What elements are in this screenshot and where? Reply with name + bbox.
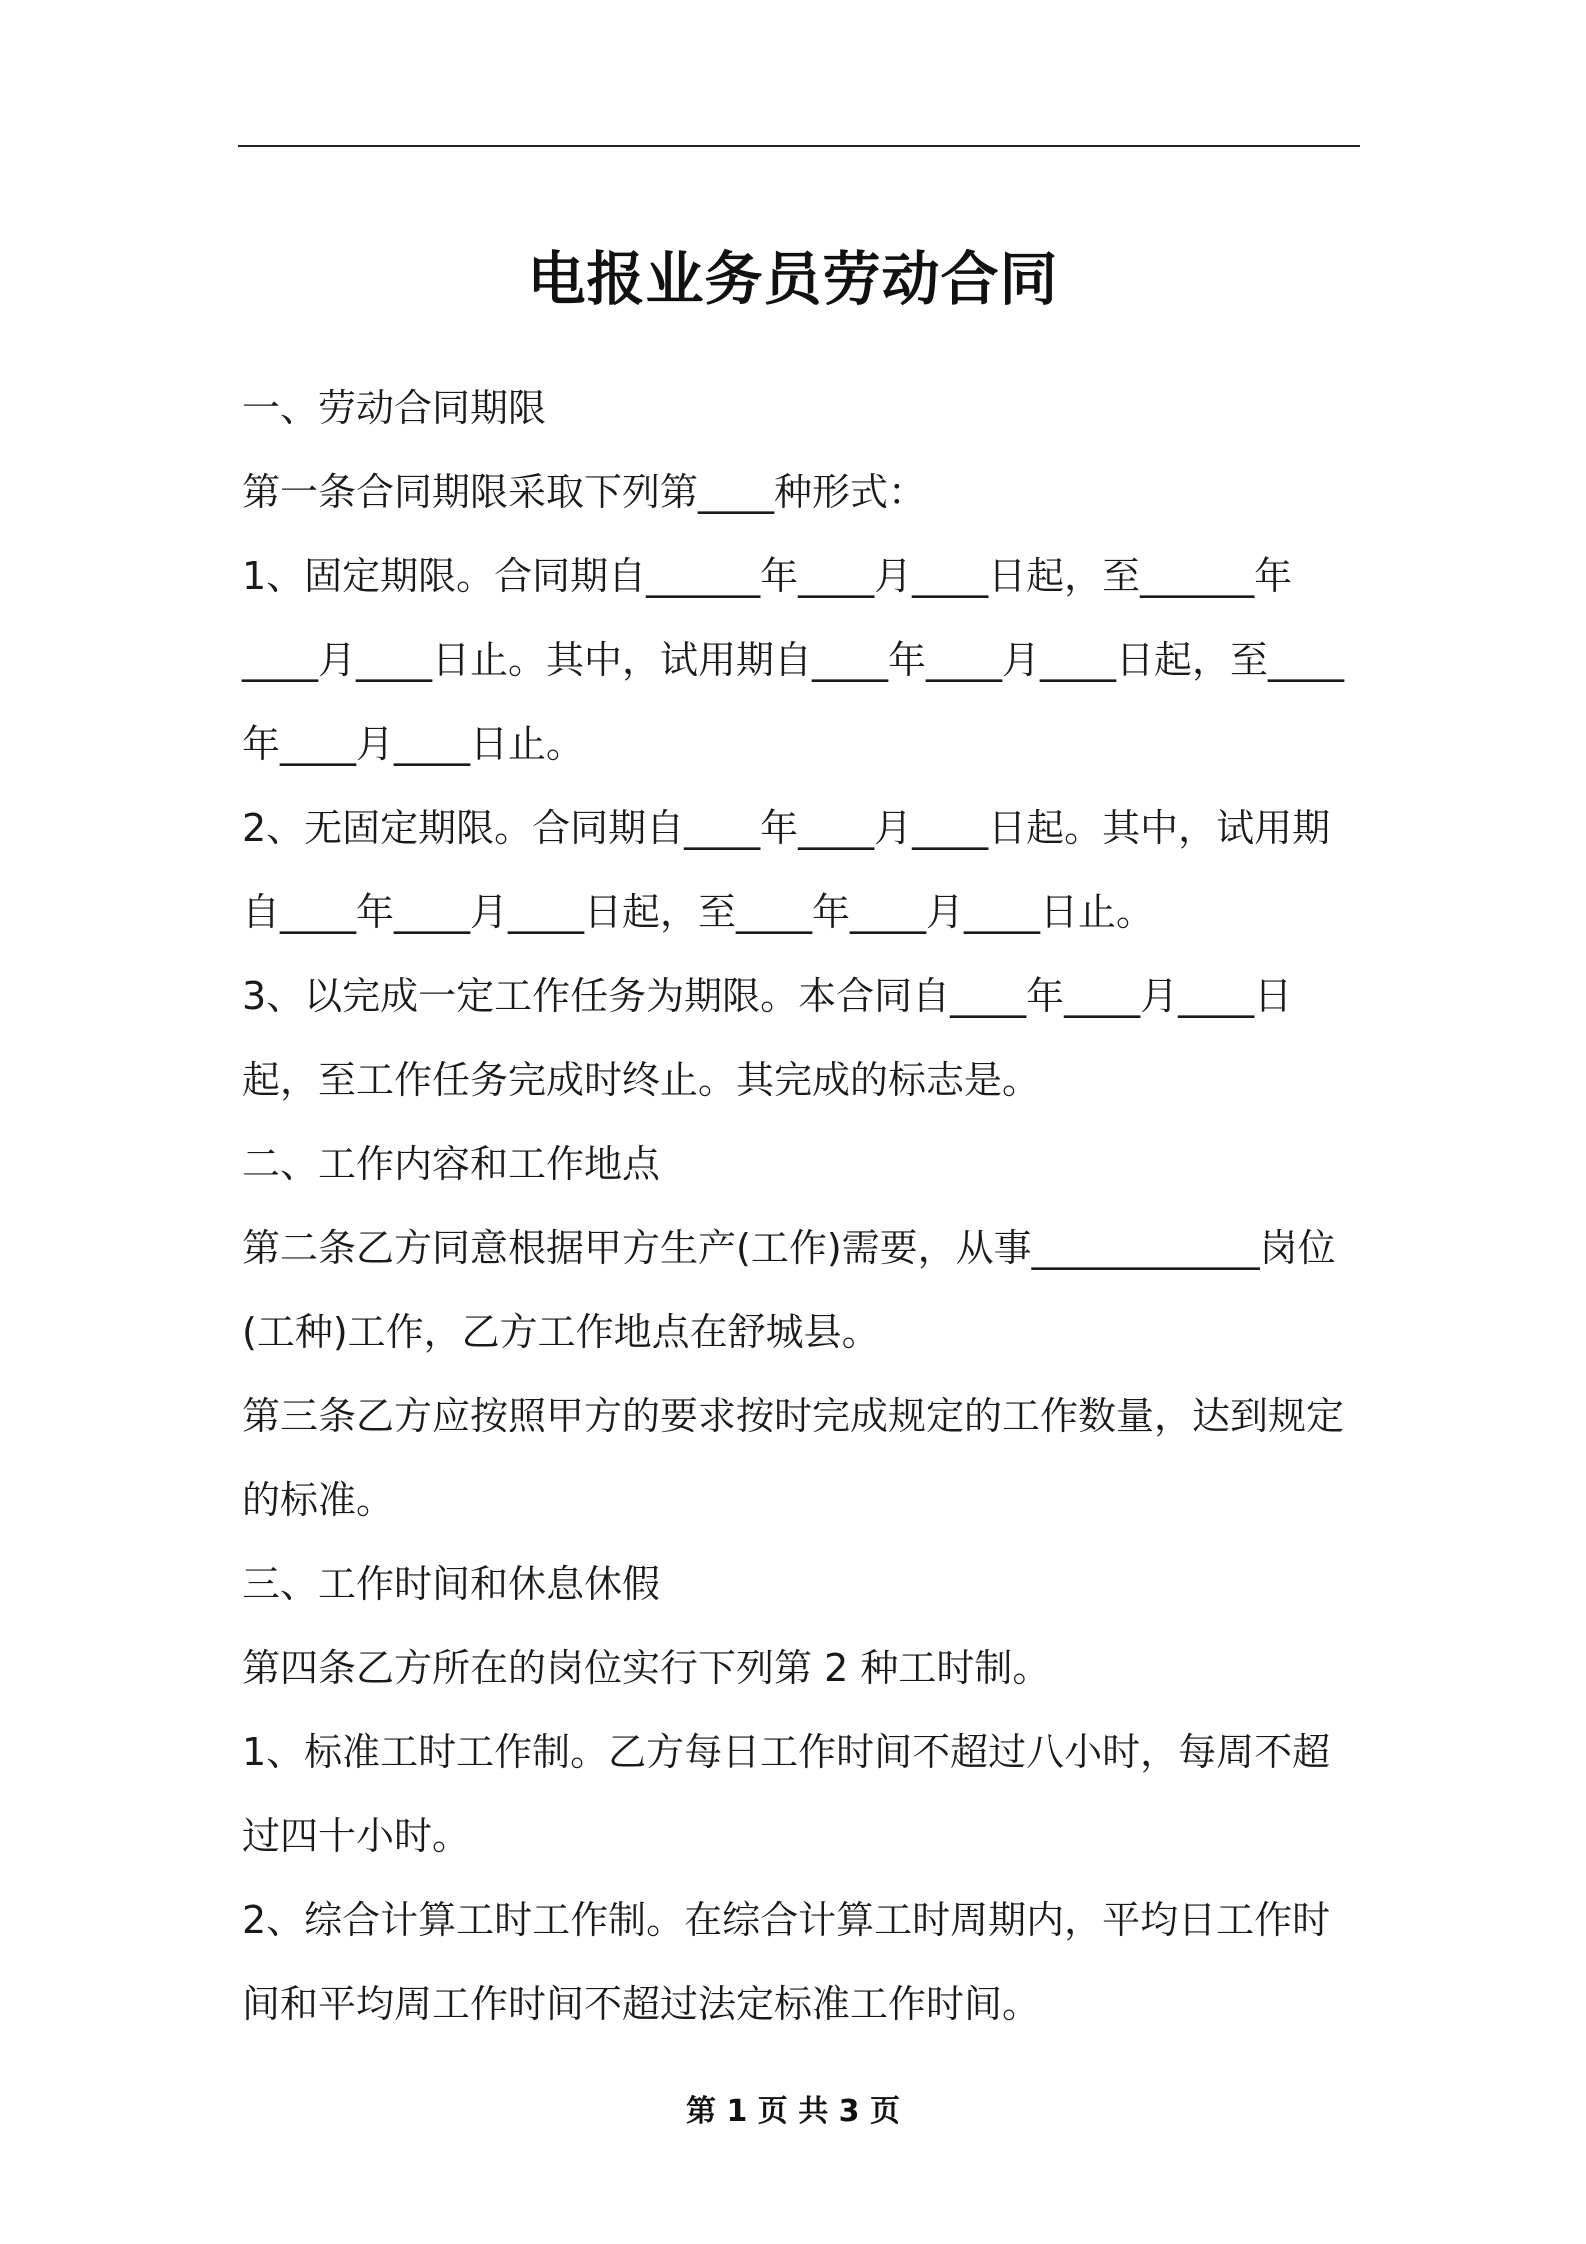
- section-heading-working-hours: 三、工作时间和休息休假: [242, 1562, 661, 1606]
- section-heading-work-content: 二、工作内容和工作地点: [242, 1142, 661, 1186]
- clause-3: 第三条乙方应按照甲方的要求按时完成规定的工作数量，达到规定的标准。: [242, 1394, 1345, 1522]
- document-title: 电报业务员劳动合同: [527, 244, 1059, 313]
- clause-4-option-standard: 1、标准工时工作制。乙方每日工作时间不超过八小时，每周不超过四十小时。: [242, 1730, 1331, 1858]
- clause-4: 第四条乙方所在的岗位实行下列第 2 种工时制。: [242, 1646, 1051, 1690]
- clause-1: 第一条合同期限采取下列第____种形式：: [242, 470, 927, 514]
- clause-1-option-fixed-term: 1、固定期限。合同期自______年____月____日起，至______年____月____日止。其中，试用期自____年____月____日起，至____年____月____日止。: [242, 554, 1345, 766]
- document-body: [242, 366, 1362, 2046]
- section-heading-term: 一、劳动合同期限: [242, 386, 547, 430]
- clause-1-option-task-term: 3、以完成一定工作任务为期限。本合同自____年____月____日起，至工作任务完成时终止。其完成的标志是。: [242, 974, 1293, 1102]
- page-number: 第 1 页 共 3 页: [686, 2094, 900, 2129]
- clause-2: 第二条乙方同意根据甲方生产(工作)需要，从事____________岗位(工种)工作，乙方工作地点在舒城县。: [242, 1226, 1336, 1354]
- header-rule: [238, 145, 1360, 147]
- clause-1-option-open-term: 2、无固定期限。合同期自____年____月____日起。其中，试用期自____年____月____日起，至____年____月____日止。: [242, 806, 1331, 934]
- clause-4-option-comprehensive: 2、综合计算工时工作制。在综合计算工时周期内，平均日工作时间和平均周工作时间不超过法定标准工作时间。: [242, 1898, 1331, 2026]
